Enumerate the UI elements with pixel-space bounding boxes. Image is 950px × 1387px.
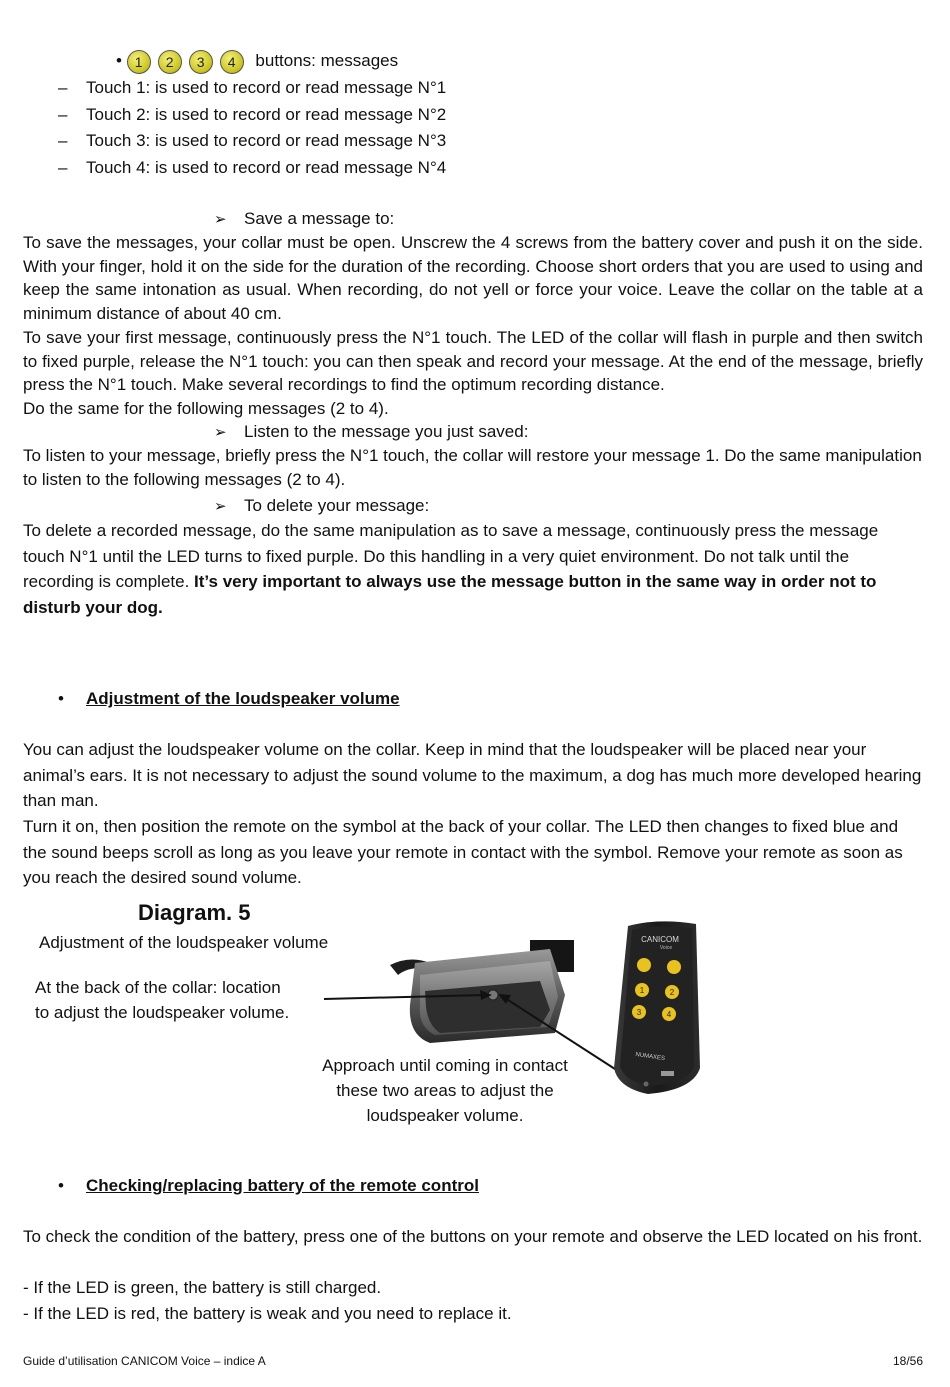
diagram-label-center-1: Approach until coming in contact bbox=[322, 1056, 568, 1075]
remote-model: NUMAXES bbox=[635, 1051, 666, 1063]
touch-4-line: Touch 4: is used to record or read message N°4 bbox=[86, 158, 447, 177]
remote-key-speaker-icon bbox=[637, 958, 651, 972]
touch-3-line: Touch 3: is used to record or read message N°3 bbox=[86, 131, 447, 150]
arrow-bullet-icon: ➢ bbox=[214, 211, 227, 228]
button-4-icon: 4 bbox=[220, 50, 244, 74]
volume-heading-text: Adjustment of the loudspeaker volume bbox=[86, 689, 400, 708]
battery-line-2: - If the LED is green, the battery is still charged. bbox=[23, 1278, 382, 1297]
dash: – bbox=[58, 158, 68, 177]
save-title: Save a message to: bbox=[244, 209, 395, 228]
footer-left: Guide d’utilisation CANICOM Voice – indice A bbox=[23, 1354, 266, 1368]
footer-page-number: 18/56 bbox=[892, 1354, 923, 1368]
diagram-title: Diagram. 5 bbox=[138, 900, 251, 925]
buttons-label: buttons: messages bbox=[255, 51, 399, 70]
delete-text: To delete a recorded message, do the same manipulation as to save a message, continuously press the message touch N°1 until the LED turns to fixed purple. Do this handling in a very quiet environment. Do not talk until the recording is complete. bbox=[23, 521, 879, 591]
volume-heading bbox=[58, 687, 400, 710]
remote-brand: CANICOM bbox=[641, 935, 679, 944]
arrow-bullet-icon: ➢ bbox=[214, 424, 227, 441]
diagram-label-left-2: to adjust the loudspeaker volume. bbox=[35, 1003, 290, 1022]
battery-heading-text: Checking/replacing battery of the remote control bbox=[86, 1176, 479, 1195]
volume-paragraph-2: Turn it on, then position the remote on the symbol at the back of your collar. The LED then changes to fixed blue and the sound beeps scroll as long as you leave your remote in contact with the symbol. Remove your remote as soon as you reach the desired sound volume. bbox=[23, 817, 903, 887]
dash: – bbox=[58, 78, 68, 97]
remote-sub: Voice bbox=[659, 945, 673, 951]
diagram-label-center-2: these two areas to adjust the bbox=[336, 1081, 554, 1100]
bullet: • bbox=[58, 1176, 64, 1195]
button-1-icon: 1 bbox=[127, 50, 151, 74]
listen-paragraph: To listen to your message, briefly press the N°1 touch, the collar will restore your message 1. Do the same manipulation to listen to the following messages (2 to 4). bbox=[23, 446, 922, 489]
button-2-icon: 2 bbox=[158, 50, 182, 74]
touch-1-line: Touch 1: is used to record or read message N°1 bbox=[86, 78, 447, 97]
diagram-subtitle: Adjustment of the loudspeaker volume bbox=[39, 933, 329, 952]
delete-paragraph bbox=[23, 518, 923, 620]
remote-illustration bbox=[608, 918, 706, 1098]
diagram-label-center-3: loudspeaker volume. bbox=[366, 1106, 524, 1125]
battery-heading bbox=[58, 1174, 479, 1197]
remote-key-wave-icon bbox=[667, 960, 681, 974]
save-paragraph-1: To save the messages, your collar must be open. Unscrew the 4 screws from the battery cover and push it on the side. With your finger, hold it on the side for the duration of the recording. Choose short orders that you are used to using and keep the same intonation as usual. When recording, do not yell or force your voice. Leave the collar on the table at a minimum distance of about 40 cm. bbox=[23, 233, 923, 323]
dash: – bbox=[58, 131, 68, 150]
button-3-icon: 3 bbox=[189, 50, 213, 74]
bullet: • bbox=[58, 689, 64, 708]
remote-key-2: 2 bbox=[669, 988, 675, 997]
battery-paragraph-1: To check the condition of the battery, press one of the buttons on your remote and observe the LED located on his front. bbox=[23, 1227, 923, 1246]
bullet: • bbox=[116, 51, 122, 70]
arrow-bullet-icon: ➢ bbox=[214, 498, 227, 515]
battery-line-3: - If the LED is red, the battery is weak and you need to replace it. bbox=[23, 1304, 512, 1323]
remote-key-1: 1 bbox=[639, 986, 645, 995]
dash: – bbox=[58, 105, 68, 124]
diagram-label-left-1: At the back of the collar: location bbox=[35, 978, 281, 997]
volume-paragraph-1: You can adjust the loudspeaker volume on the collar. Keep in mind that the loudspeaker will be placed near your animal’s ears. It is not necessary to adjust the sound volume to the maximum, a dog has much more developed hearing than man. bbox=[23, 740, 922, 810]
save-paragraph-2: To save your first message, continuously press the N°1 touch. The LED of the collar will flash in purple and then switch to fixed purple, release the N°1 touch: you can then speak and record your message. At the end of the message, briefly press the N°1 touch. Make several recordings to find the optimum recording distance. bbox=[23, 328, 923, 394]
delete-title: To delete your message: bbox=[244, 496, 430, 515]
listen-title: Listen to the message you just saved: bbox=[244, 422, 529, 441]
delete-warning: It’s very important to always use the message button in the same way in order not to disturb your dog. bbox=[23, 572, 877, 617]
remote-key-3: 3 bbox=[636, 1008, 642, 1017]
save-paragraph-3: Do the same for the following messages (2 to 4). bbox=[23, 399, 389, 418]
buttons-line bbox=[116, 49, 398, 74]
touch-2-line: Touch 2: is used to record or read message N°2 bbox=[86, 105, 447, 124]
remote-key-4: 4 bbox=[666, 1010, 672, 1019]
